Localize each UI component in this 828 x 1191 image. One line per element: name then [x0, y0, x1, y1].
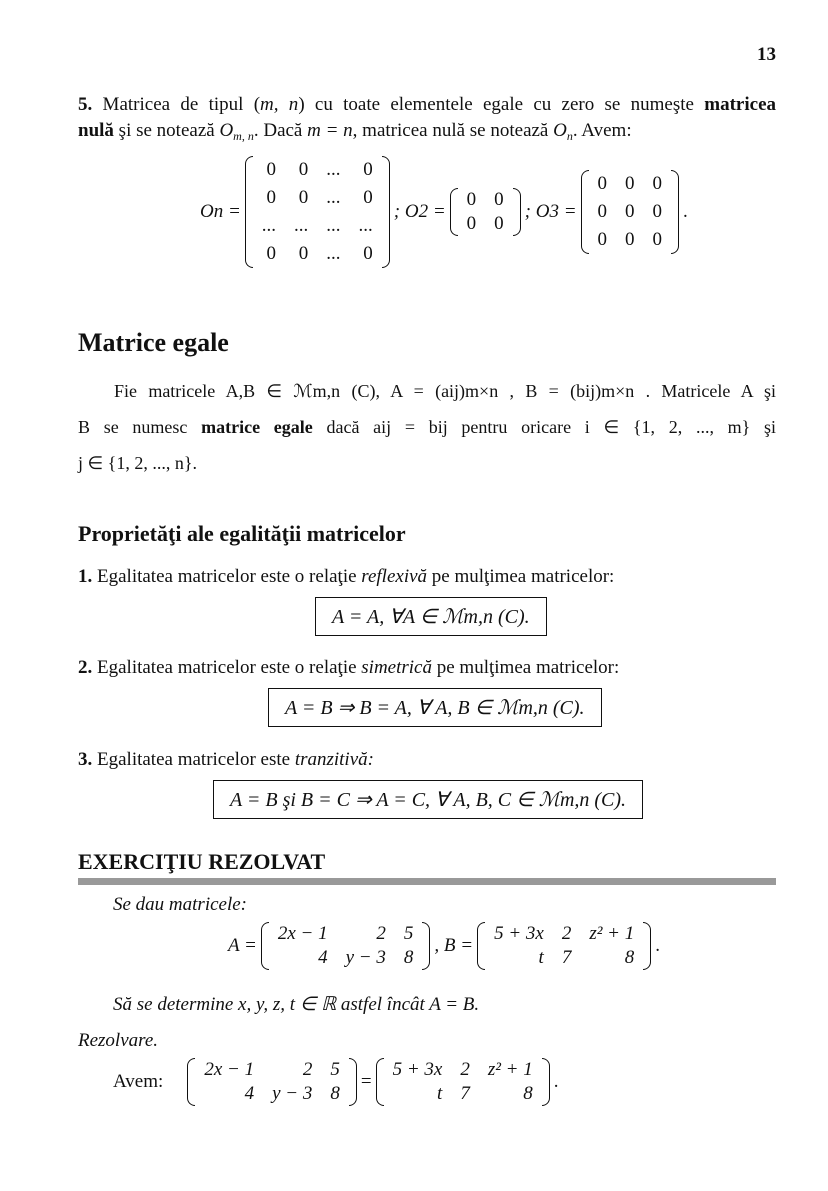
definition-5: [78, 92, 776, 118]
math-label: On =: [200, 201, 241, 222]
matrix-cell: 5: [403, 923, 414, 944]
matrix-cell: z² + 1: [589, 923, 635, 944]
matrix-cell: 0: [494, 189, 504, 210]
solution-label: Rezolvare.: [78, 1030, 159, 1051]
page-number: 13: [757, 44, 776, 65]
text: Egalitatea matricelor este o relaţie: [92, 566, 362, 587]
matrix-cell: 8: [624, 947, 635, 968]
matrix-cell: 0: [266, 187, 277, 208]
matrix-O3: [581, 170, 680, 254]
math: n: [566, 129, 573, 143]
matrix-cell: 0: [494, 213, 504, 234]
matrix-A: [187, 1058, 357, 1106]
text: Matricea de tipul (: [102, 94, 261, 115]
matrix-cell: y − 3: [272, 1083, 313, 1104]
text: Avem:: [113, 1071, 164, 1092]
section-heading: Proprietăţi ale egalităţii matricelor: [78, 521, 406, 546]
matrix-cell: 7: [561, 947, 572, 968]
matrix-row: [269, 922, 423, 946]
definition-5-line2: [78, 118, 776, 149]
item-number: 1.: [78, 566, 93, 587]
matrix-B: [376, 1058, 550, 1106]
text: , matricea nulă se notează: [352, 120, 554, 141]
matrix-cell: ...: [326, 215, 341, 236]
text: =: [360, 1071, 372, 1092]
matrix-cell: 0: [363, 187, 373, 208]
term: matrice egale: [201, 417, 313, 437]
matrix-cell: 0: [298, 159, 309, 180]
matrix-cell: 5 + 3x: [392, 1059, 443, 1080]
matrix-cell: 2x − 1: [277, 923, 328, 944]
text: .: [553, 1071, 559, 1092]
math: m = n: [307, 120, 353, 141]
matrix-O2: [450, 188, 521, 236]
paragraph: Fie matricele A,B ∈ ℳm,n (C), A = (aij)m×n , B = (bij)m×n . Matricele A şi: [114, 381, 776, 401]
matrix-cell: 0: [298, 243, 309, 264]
matrix-row: [253, 212, 382, 240]
text: Egalitatea matricelor este o relaţie: [92, 657, 362, 678]
matrix-cell: t: [437, 1083, 443, 1104]
matrix-cell: 2x − 1: [204, 1059, 255, 1080]
text: ) cu toate elementele egale cu zero se numeşte: [298, 94, 705, 115]
matrix-cell: 5 + 3x: [494, 923, 544, 944]
matrix-cell: 8: [330, 1083, 340, 1104]
matrix-row: [589, 198, 672, 226]
matrix-cell: 2: [302, 1059, 313, 1080]
matrix-cell: 0: [597, 173, 608, 194]
matrix-cell: 7: [460, 1083, 470, 1104]
matrix-cell: 0: [652, 229, 663, 250]
matrix-cell: 2: [561, 923, 572, 944]
math: m, n: [260, 94, 299, 115]
matrix-row: [253, 156, 382, 184]
math-label: ; O2 =: [393, 201, 446, 222]
property-2: [78, 655, 776, 681]
matrix-cell: t: [538, 947, 544, 968]
matrix-cell: ...: [326, 243, 341, 264]
formula-box: A = B şi B = C ⇒ A = C, ∀ A, B, C ∈ ℳm,n (C).: [213, 780, 643, 819]
matrix-row: [485, 946, 643, 970]
emphasis: tranzitivă:: [294, 749, 374, 770]
emphasis: simetrică: [361, 657, 432, 678]
matrix-cell: 0: [466, 213, 477, 234]
matrix-A: [261, 922, 431, 970]
paragraph: [78, 414, 776, 440]
math: O: [553, 120, 567, 141]
item-number: 3.: [78, 749, 93, 770]
solution-equation: [113, 1058, 559, 1106]
heading-rule: [78, 878, 776, 885]
formula-box: A = A, ∀A ∈ ℳm,n (C).: [315, 597, 547, 636]
matrix-cell: ...: [294, 215, 309, 236]
matrix-row: [195, 1058, 349, 1082]
matrix-cell: 0: [625, 201, 635, 222]
matrix-cell: 0: [625, 173, 635, 194]
task-text: Să se determine x, y, z, t ∈ ℝ astfel încât A = B.: [113, 994, 480, 1015]
matrix-cell: 4: [244, 1083, 255, 1104]
matrix-row: [253, 184, 382, 212]
matrix-row: [253, 240, 382, 268]
math-label: , B =: [434, 935, 474, 956]
section-heading: Matrice egale: [78, 328, 229, 357]
matrix-cell: 0: [652, 173, 663, 194]
matrix-row: [195, 1082, 349, 1106]
text: . Dacă: [253, 120, 308, 141]
property-3: [78, 747, 776, 773]
math-label: ; O3 =: [524, 201, 577, 222]
exercise-heading: EXERCIŢIU REZOLVAT: [78, 849, 326, 874]
matrix-cell: 0: [466, 189, 477, 210]
math: O: [219, 120, 234, 141]
matrix-cell: ...: [358, 215, 373, 236]
item-number: 5.: [78, 94, 93, 115]
item-number: 2.: [78, 657, 93, 678]
given-text: Se dau matricele:: [113, 894, 248, 915]
formula-box: A = B ⇒ B = A, ∀ A, B ∈ ℳm,n (C).: [268, 688, 602, 727]
matrix-row: [384, 1082, 542, 1106]
matrix-cell: 5: [330, 1059, 340, 1080]
matrix-cell: ...: [261, 215, 277, 236]
text: .: [655, 935, 660, 956]
matrix-cell: 0: [625, 229, 635, 250]
matrix-cell: 0: [597, 229, 608, 250]
matrix-cell: 2: [376, 923, 386, 944]
matrix-cell: 0: [266, 243, 277, 264]
text: Egalitatea matricelor este: [92, 749, 295, 770]
matrix-cell: 0: [652, 201, 663, 222]
text: şi se notează: [113, 120, 220, 141]
paragraph: j ∈ {1, 2, ..., n}.: [78, 453, 197, 473]
matrix-cell: ...: [326, 159, 341, 180]
matrix-row: [589, 170, 672, 198]
matrix-cell: ...: [326, 187, 341, 208]
matrix-cell: 4: [318, 947, 328, 968]
matrix-row: [458, 212, 513, 236]
term: matricea: [704, 94, 776, 115]
text: dacă aij = bij pentru oricare i ∈ {1, 2, ..., m} şi: [312, 417, 777, 437]
text: .: [683, 201, 688, 222]
matrix-B: [477, 922, 651, 970]
matrix-row: [485, 922, 643, 946]
matrix-cell: y − 3: [345, 947, 386, 968]
matrix-cell: 0: [363, 159, 373, 180]
math-label: A =: [228, 935, 257, 956]
given-matrices: [228, 922, 660, 970]
term: nulă: [78, 120, 114, 141]
matrix-row: [384, 1058, 542, 1082]
matrix-row: [269, 946, 423, 970]
matrix-cell: 0: [597, 201, 608, 222]
emphasis: reflexivă: [361, 566, 428, 587]
matrix-cell: 0: [363, 243, 373, 264]
text: . Avem:: [572, 120, 632, 141]
matrix-cell: 8: [403, 947, 414, 968]
text: pe mulţimea matricelor:: [432, 657, 620, 678]
math: m, n: [233, 129, 254, 143]
text: B se numesc: [78, 417, 202, 437]
matrix-row: [589, 226, 672, 254]
matrix-cell: 8: [523, 1083, 533, 1104]
text: pe mulţimea matricelor:: [427, 566, 615, 587]
matrix-On: [245, 156, 390, 268]
matrix-cell: 2: [460, 1059, 470, 1080]
matrix-cell: 0: [266, 159, 277, 180]
matrix-cell: 0: [298, 187, 309, 208]
matrix-row: [458, 188, 513, 212]
matrix-cell: z² + 1: [487, 1059, 533, 1080]
property-1: [78, 564, 776, 590]
null-matrices: [200, 156, 688, 268]
